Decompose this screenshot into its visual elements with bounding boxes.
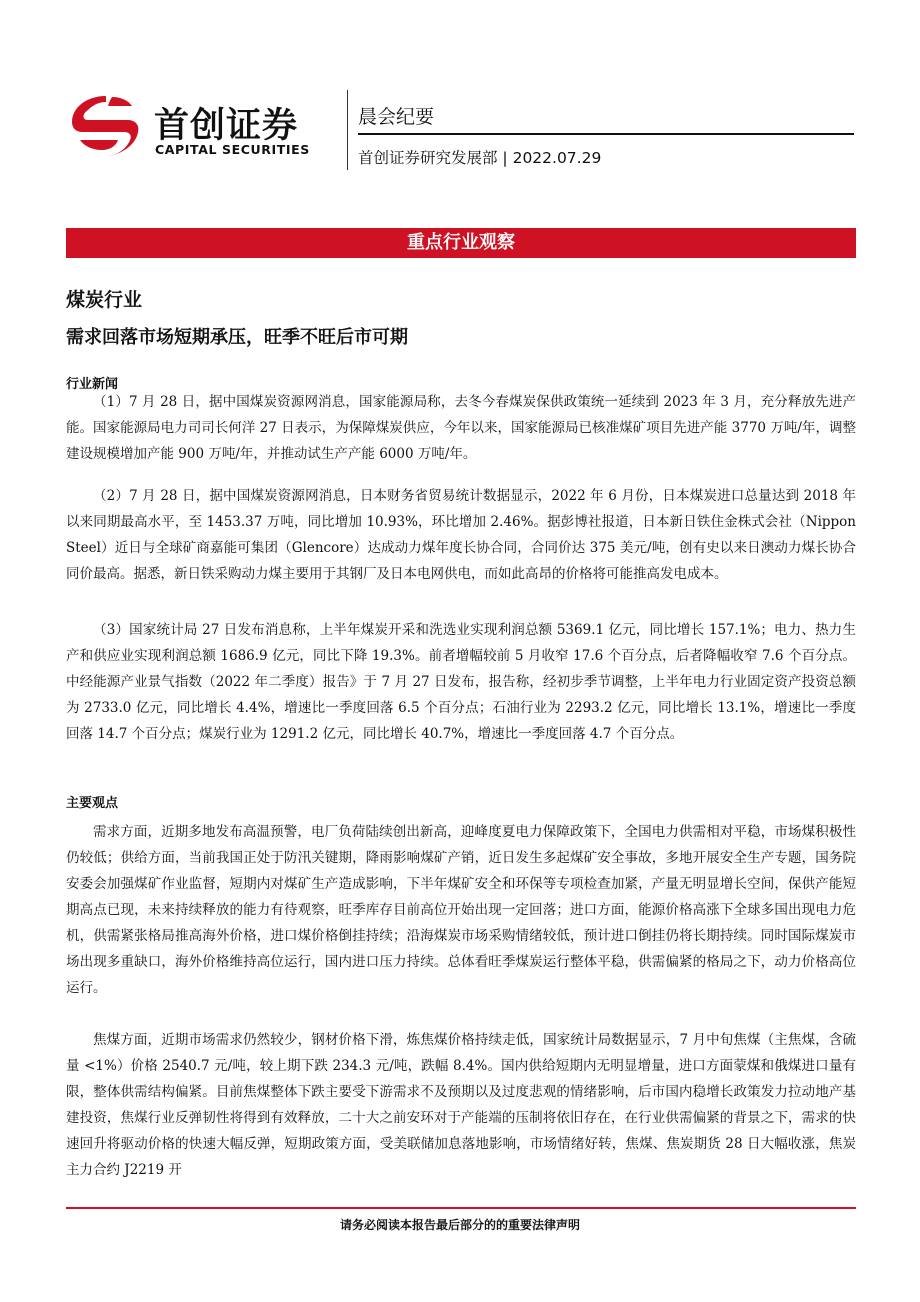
- header-divider: [347, 90, 348, 170]
- department-date: 首创证券研究发展部 | 2022.07.29: [358, 149, 602, 167]
- legal-notice: 请务必阅读本报告最后部分的的重要法律声明: [339, 1218, 580, 1232]
- report-type: 晨会纪要: [358, 106, 435, 128]
- brand-name-cn: 首创证券: [154, 106, 299, 146]
- article-headline: 需求回落市场短期承压，旺季不旺后市可期: [66, 327, 408, 348]
- capital-securities-logo-icon: [68, 94, 144, 160]
- footer-rule: [66, 1207, 856, 1209]
- report-header: [68, 88, 856, 168]
- industry-title: 煤炭行业: [66, 289, 143, 311]
- news-paragraph-1: （1）7 月 28 日，据中国煤炭资源网消息，国家能源局称，去冬今春煤炭保供政策统一延续到 2023 年 3 月，充分释放先进产能。国家能源局电力司司长何洋 27 日表示，为保障煤炭供应，今年以来，国家能源局已核准煤矿项目先进产能 3770 万吨/年，调整建设规模增加产能 900 万吨/年，并推动试生产产能 6000 万吨/年。: [66, 394, 856, 462]
- header-rule: [358, 133, 854, 135]
- views-heading: 主要观点: [66, 796, 119, 811]
- news-paragraph-2: （2）7 月 28 日，据中国煤炭资源网消息，日本财务省贸易统计数据显示，2022 年 6 月份，日本煤炭进口总量达到 2018 年以来同期最高水平，至 1453.37 万吨，同比增加 10.93%，环比增加 2.46%。据彭博社报道，日本新日铁住金株式会社（Nippon Steel）近日与全球矿商嘉能可集团（Glencore）达成动力煤年度长协合同，合同价达 375 美元/吨，创有史以来日澳动力煤长协合同价最高。据悉，新日铁采购动力煤主要用于其钢厂及日本电网供电，而如此高昂的价格将可能推高发电成本。: [66, 488, 856, 582]
- news-paragraph-3: （3）国家统计局 27 日发布消息称，上半年煤炭开采和洗选业实现利润总额 5369.1 亿元，同比增长 157.1%；电力、热力生产和供应业实现利润总额 1686.9 亿元，同比下降 19.3%。前者增幅较前 5 月收窄 17.6 个百分点，后者降幅收窄 7.6 个百分点。中经能源产业景气指数（2022 年二季度）报告》于 7 月 27 日发布，报告称，经初步季节调整，上半年电力行业固定资产投资总额为 2733.0 亿元，同比增长 4.4%，增速比一季度回落 6.5 个百分点；石油行业为 2293.2 亿元，同比增长 13.1%，增速比一季度回落 14.7 个百分点；煤炭行业为 1291.2 亿元，同比增长 40.7%，增速比一季度回落 4.7 个百分点。: [66, 622, 856, 742]
- news-heading: 行业新闻: [66, 377, 119, 392]
- views-paragraph-1: 需求方面，近期多地发布高温预警，电厂负荷陆续创出新高，迎峰度夏电力保障政策下，全国电力供需相对平稳，市场煤积极性仍较低；供给方面，当前我国正处于防汛关键期，降雨影响煤矿产销，近日发生多起煤矿安全事故，多地开展安全生产专题，国务院安委会加强煤矿作业监督，短期内对煤矿生产造成影响，下半年煤矿安全和环保等专项检查加紧，产量无明显增长空间，保供产能短期高点已现，未来持续释放的能力有待观察，旺季库存目前高位开始出现一定回落；进口方面，能源价格高涨下全球多国出现电力危机，供需紧张格局推高海外价格，进口煤价格倒挂持续；沿海煤炭市场采购情绪较低，预计进口倒挂仍将长期持续。同时国际煤炭市场出现多重缺口，海外价格维持高位运行，国内进口压力持续。总体看旺季煤炭运行整体平稳，供需偏紧的格局之下，动力价格高位运行。: [66, 824, 856, 996]
- brand-name-en: CAPITAL SECURITIES: [155, 142, 310, 157]
- views-paragraph-2: 焦煤方面，近期市场需求仍然较少，钢材价格下滑，炼焦煤价格持续走低，国家统计局数据显示，7 月中旬焦煤（主焦煤，含硫量 <1%）价格 2540.7 元/吨，较上期下跌 234.3 元/吨，跌幅 8.4%。国内供给短期内无明显增量，进口方面蒙煤和俄煤进口量有限，整体供需结构偏紧。目前焦煤整体下跌主要受下游需求不及预期以及过度悲观的情绪影响，后市国内稳增长政策发力拉动地产基建投资，焦煤行业反弹韧性将得到有效释放，二十大之前安环对于产能端的压制将依旧存在，在行业供需偏紧的背景之下，需求的快速回升将驱动价格的快速大幅反弹，短期政策方面，受美联储加息落地影响，市场情绪好转，焦煤、焦炭期货 28 日大幅收涨，焦炭主力合约 J2219 开: [66, 1032, 856, 1178]
- section-banner: 重点行业观察: [66, 228, 856, 258]
